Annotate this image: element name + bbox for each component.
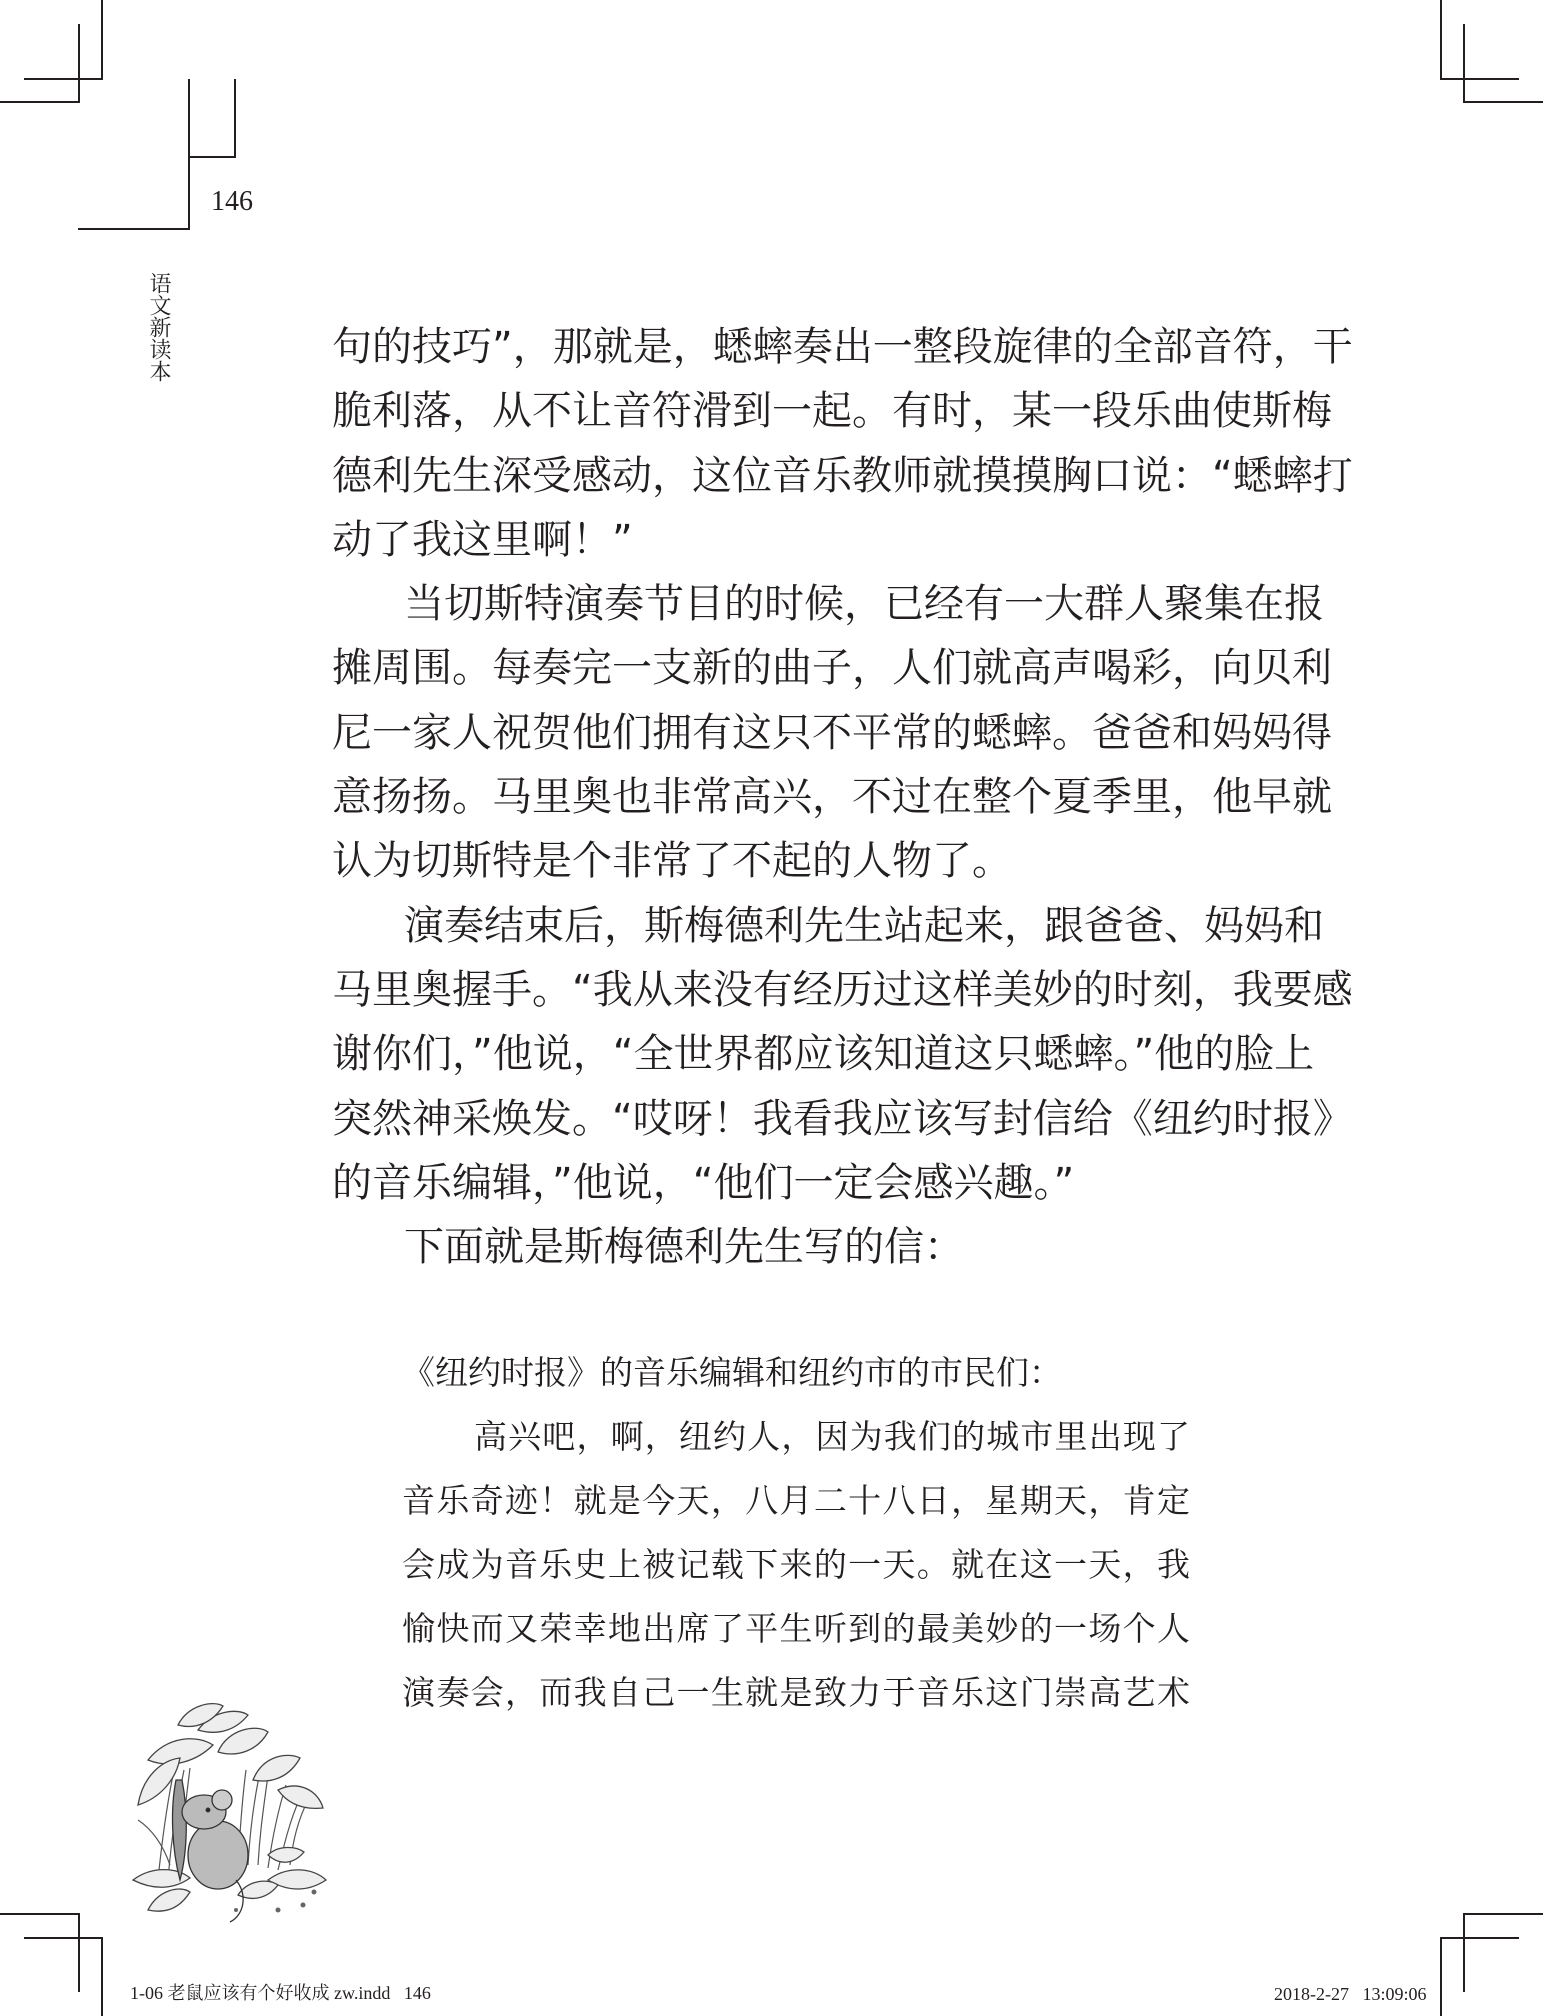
text-line: 句的技巧”，那就是，蟋蟀奏出一整段旋律的全部音符，干 [332, 324, 1353, 370]
text-line: 德利先生深受感动，这位音乐教师就摸摸胸口说：“蟋蟀打 [332, 452, 1353, 499]
letter-line: 音乐奇迹！就是今天，八月二十八日，星期天，肯定 [402, 1481, 1190, 1520]
crop-line [1440, 78, 1519, 80]
text-line: 动了我这里啊！” [332, 516, 633, 563]
text-line: 当切斯特演奏节目的时候，已经有一大群人聚集在报 [404, 581, 1324, 628]
text-line: 尼一家人祝贺他们拥有这只不平常的蟋蟀。爸爸和妈妈得 [332, 709, 1332, 756]
header-rule [234, 79, 236, 158]
text-line: 演奏结束后，斯梅德利先生站起来，跟爸爸、妈妈和 [404, 902, 1324, 949]
crop-line [78, 1913, 80, 1992]
crop-line [1440, 1937, 1519, 1939]
letter-salutation: 《纽约时报》的音乐编辑和纽约市的市民们： [402, 1353, 1062, 1392]
text-line: 摊周围。每奏完一支新的曲子，人们就高声喝彩，向贝利 [332, 645, 1332, 692]
text-line: 下面就是斯梅德利先生写的信： [404, 1224, 964, 1271]
letter-line: 会成为音乐史上被记载下来的一天。就在这一天，我 [402, 1545, 1190, 1584]
crop-line [101, 1937, 103, 2016]
text-line: 突然神采焕发。“哎呀！我看我应该写封信给《纽约时报》 [332, 1095, 1353, 1142]
header-rule [188, 79, 190, 230]
text-line: 意扬扬。马里奥也非常高兴，不过在整个夏季里，他早就 [332, 774, 1332, 821]
crop-line [1463, 1913, 1465, 1992]
crop-line [24, 78, 103, 80]
header-rule [188, 156, 236, 158]
body-text [332, 315, 1353, 1279]
crop-line [1463, 1913, 1543, 1915]
letter-block [402, 1341, 1190, 1725]
running-title: 语文新读本 [146, 272, 171, 382]
text-line: 脆利落，从不让音符滑到一起。有时，某一段乐曲使斯梅 [332, 388, 1332, 435]
letter-line: 愉快而又荣幸地出席了平生听到的最美妙的一场个人 [402, 1609, 1190, 1648]
crop-line [78, 24, 80, 103]
crop-line [1463, 101, 1543, 103]
crop-line [101, 0, 103, 79]
footer-file-info: 1-06 老鼠应该有个好收成 zw.indd 146 [130, 1983, 431, 2003]
letter-line: 高兴吧，啊，纽约人，因为我们的城市里出现了 [474, 1417, 1190, 1456]
crop-line [1440, 1937, 1442, 2016]
crop-line [1463, 24, 1465, 103]
mouse-sketch-icon [118, 1680, 342, 1925]
footer-timestamp: 2018-2-27 13:09:06 [1274, 1984, 1427, 2004]
text-line: 谢你们，”他说，“全世界都应该知道这只蟋蟀。”他的脸上 [332, 1031, 1315, 1078]
crop-line [0, 101, 80, 103]
text-line: 的音乐编辑，”他说，“他们一定会感兴趣。” [332, 1159, 1075, 1206]
crop-line [1440, 0, 1442, 79]
page-number: 146 [211, 186, 253, 217]
letter-line: 演奏会，而我自己一生就是致力于音乐这门崇高艺术 [402, 1673, 1190, 1712]
mouse-illustration [118, 1680, 342, 1925]
text-line: 认为切斯特是个非常了不起的人物了。 [332, 838, 1012, 885]
header-rule [78, 228, 190, 230]
text-line: 马里奥握手。“我从来没有经历过这样美妙的时刻，我要感 [332, 966, 1353, 1013]
crop-line [0, 1913, 80, 1915]
crop-line [24, 1937, 103, 1939]
